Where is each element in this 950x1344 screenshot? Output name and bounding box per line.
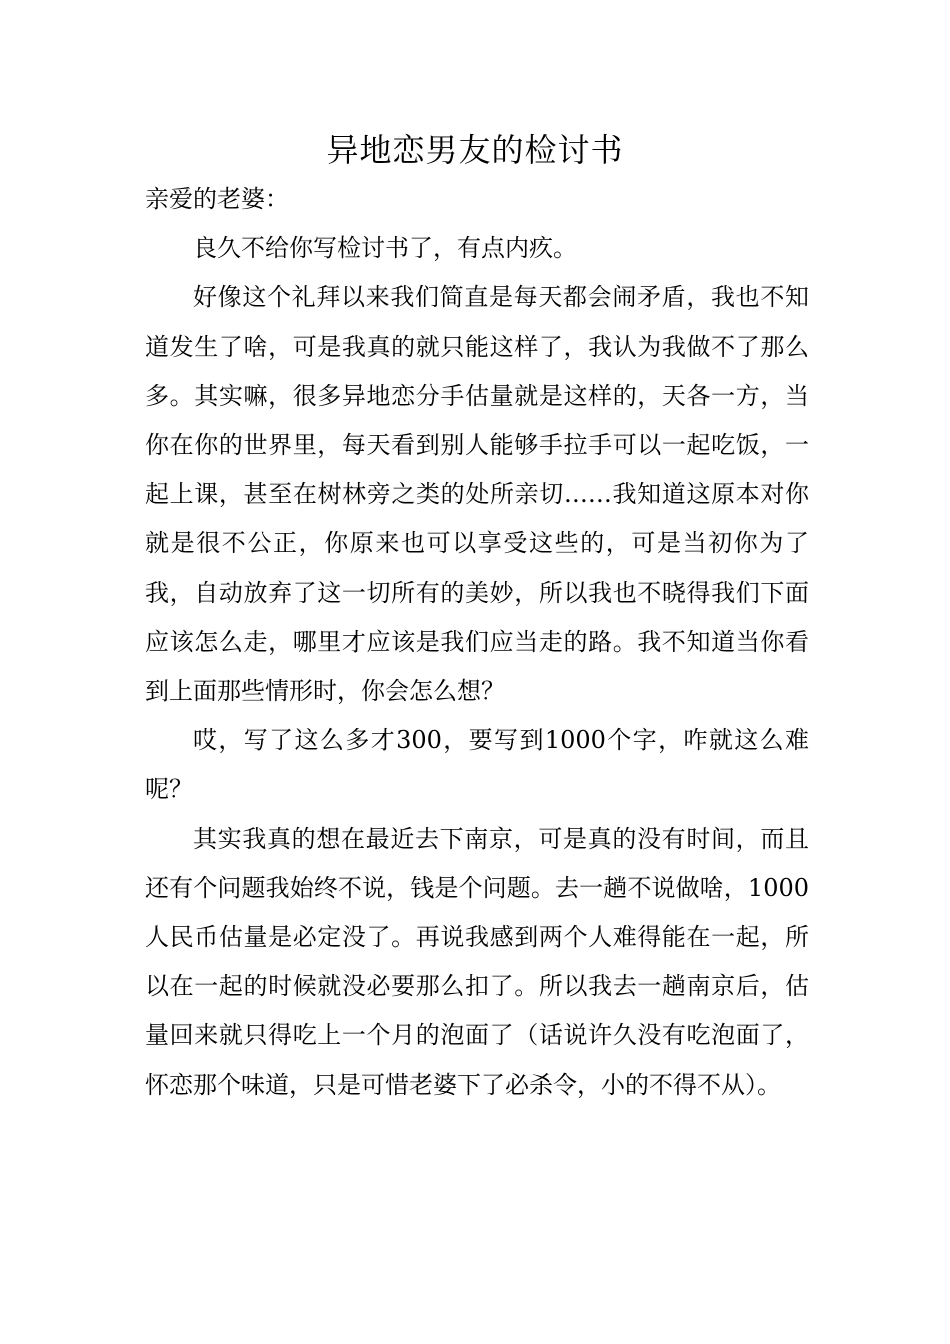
paragraph-4: 其实我真的想在最近去下南京，可是真的没有时间，而且还有个问题我始终不说，钱是个问题。去一趟不说做啥，1000人民币估量是必定没了。再说我感到两个人难得能在一起，所以在一起的时候就没必要那么扣了。所以我去一趟南京后，估量回来就只得吃上一个月的泡面了（话说许久没有吃泡面了，怀恋那个味道，只是可惜老婆下了必杀令，小的不得不从）。 [145,824,809,1099]
document-body [145,175,809,1110]
paragraph-3: 哎，写了这么多才300，要写到1000个字，咋就这么难呢？ [145,726,809,804]
document-title: 异地恋男友的检讨书 [326,131,624,169]
paragraph-2: 好像这个礼拜以来我们简直是每天都会闹矛盾，我也不知道发生了啥，可是我真的就只能这样了，我认为我做不了那么多。其实嘛，很多异地恋分手估量就是这样的，天各一方，当你在你的世界里，每天看到别人能够手拉手可以一起吃饭，一起上课，甚至在树林旁之类的处所亲切……我知道这原本对你就是很不公正，你原来也可以享受这些的，可是当初你为了我，自动放弃了这一切所有的美妙，所以我也不晓得我们下面应该怎么走，哪里才应该是我们应当走的路。我不知道当你看到上面那些情形时，你会怎么想？ [145,283,809,706]
salutation: 亲爱的老婆： [145,185,289,213]
paragraph-1: 良久不给你写检讨书了，有点内疚。 [193,234,577,263]
